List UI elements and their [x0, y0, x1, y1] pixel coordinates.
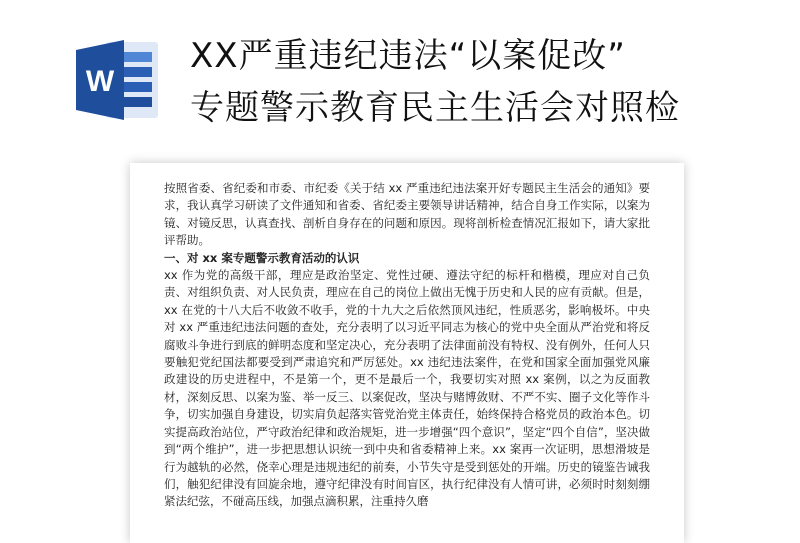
document-page	[130, 163, 684, 543]
intro-paragraph: 按照省委、省纪委和市委、市纪委《关于结 xx 严重违纪违法案开好专题民主生活会的通知》要求，我认真学习研读了文件通知和省委、省纪委主要领导讲话精神，结合自身工作实际，以案为镜、对镜反思，认真查找、剖析自身存在的问题和原因。现将剖析检查情况汇报如下，请大家批评帮助。	[164, 181, 650, 248]
word-doc-icon	[72, 34, 164, 126]
page-title	[190, 30, 790, 134]
title-line-2: 专题警示教育民主生活会对照检	[190, 88, 680, 128]
section-heading: 一、对 xx 案专题警示教育活动的认识	[164, 250, 360, 265]
header	[0, 0, 800, 150]
title-line-1: XX严重违纪违法“以案促改”	[190, 36, 626, 76]
word-icon-letter: W	[85, 65, 115, 98]
section-paragraph: xx 作为党的高级干部，理应是政治坚定、党性过硬、遵法守纪的标杆和楷模，理应对自己负责、对组织负责、对人民负责，理应在自己的岗位上做出无愧于历史和人民的应有贡献。但是，xx 在党的十八大后不收敛不收手，党的十九大之后依然顶风违纪，性质恶劣，影响极坏。中央对 xx 严重违纪违法问题的查处，充分表明了以习近平同志为核心的党中央全面从严治党和将反腐败斗争进行到底的鲜明态度和坚定决心，充分表明了法律面前没有特权、没有例外，任何人只要触犯党纪国法都要受到严肃追究和严厉惩处。xx 违纪违法案件，在党和国家全面加强党风廉政建设的历史进程中，不是第一个，更不是最后一个，我要切实对照 xx 案例，以之为反面教材，深刻反思、以案为鉴、举一反三、以案促改，坚决与赌博敛财、不严不实、圈子文化等作斗争，切实加强自身建设，切实肩负起落实管党治党主体责任，始终保持合格党员的政治本色。切实提高政治站位，严守政治纪律和政治规矩，进一步增强“四个意识”，坚定“四个自信”，坚决做到“两个维护”，进一步把思想认识统一到中央和省委精神上来。xx 案再一次证明，思想滑坡是行为越轨的必然，侥幸心理是违规违纪的前奏，小节失守是受到惩处的开端。历史的镜鉴告诫我们，触犯纪律没有回旋余地，遵守纪律没有时间盲区，执行纪律没有人情可讲，必须时时刻刻绷紧法纪弦，不碰高压线，加强点滴积累，注重持久磨	[164, 268, 650, 509]
document-body	[164, 180, 650, 511]
